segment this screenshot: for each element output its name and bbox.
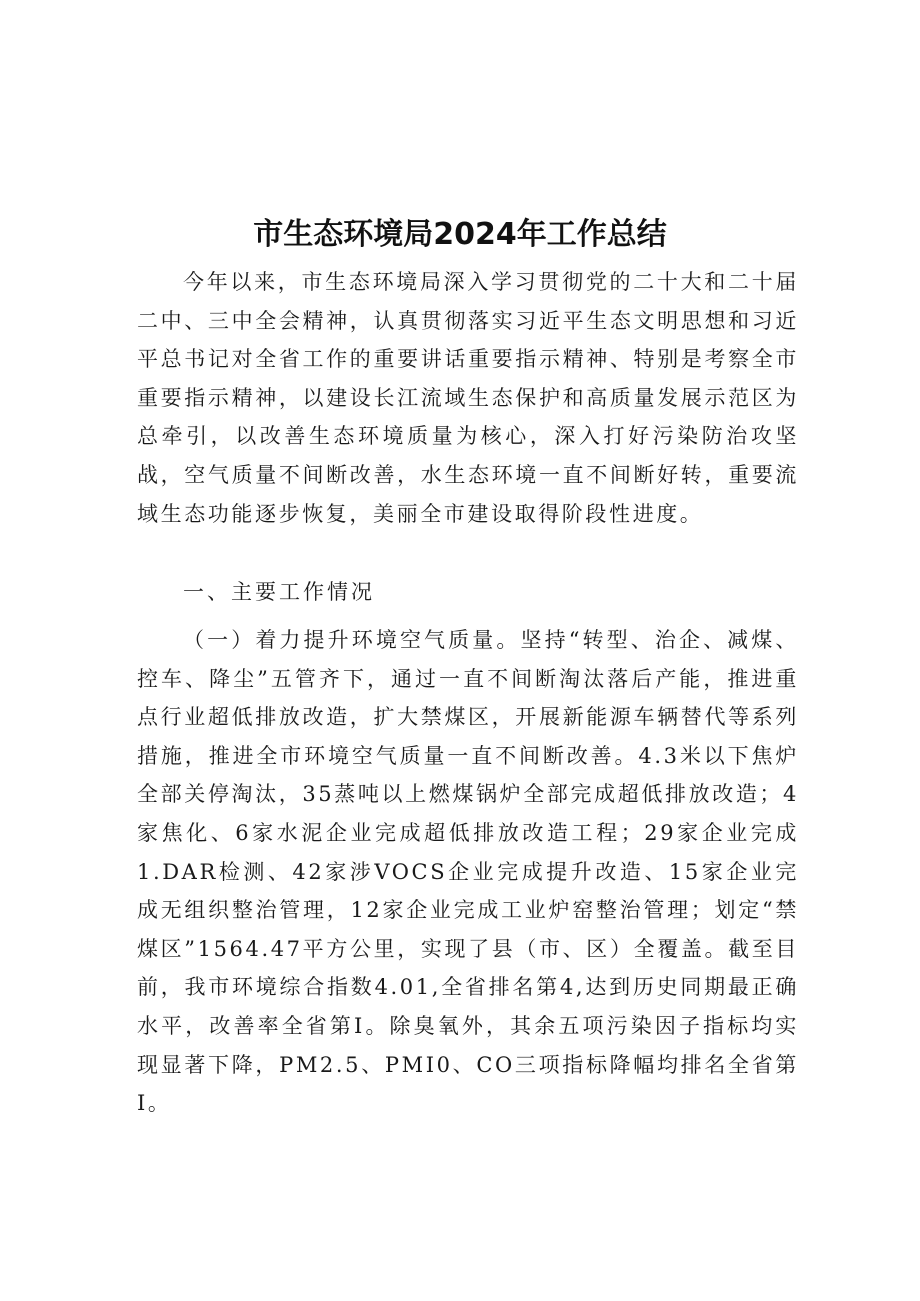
air-quality-paragraph: （一）着力提升环境空气质量。坚持“转型、治企、减煤、控车、降尘”五管齐下，通过一直不间断淘汰落后产能，推进重点行业超低排放改造，扩大禁煤区，开展新能源车辆替代等系列措施，推进全市环境空气质量一直不间断改善。4.3米以下焦炉全部关停淘汰，35蒸吨以上燃煤锅炉全部完成超低排放改造；4家焦化、6家水泥企业完成超低排放改造工程；29家企业完成1.DAR检测、42家涉VOCS企业完成提升改造、15家企业完成无组织整治管理，12家企业完成工业炉窑整治管理；划定“禁煤区”1564.47平方公里，实现了县（市、区）全覆盖。截至目前，我市环境综合指数4.01,全省排名第4,达到历史同期最正确水平，改善率全省第I。除臭氧外，其余五项污染因子指标均实现显著下降，PM2.5、PMI0、CO三项指标降幅均排名全省第I。 (137, 628, 799, 1116)
section-heading: 一、主要工作情况 (183, 580, 375, 604)
document-title: 市生态环境局2024年工作总结 (253, 217, 667, 252)
intro-paragraph: 今年以来，市生态环境局深入学习贯彻党的二十大和二十届二中、三中全会精神，认真贯彻落实习近平生态文明思想和习近平总书记对全省工作的重要讲话重要指示精神、特别是考察全市重要指示精神，以建设长江流域生态保护和高质量发展示范区为总牵引，以改善生态环境质量为核心，深入打好污染防治攻坚战，空气质量不间断改善，水生态环境一直不间断好转，重要流域生态功能逐步恢复，美丽全市建设取得阶段性进度。 (137, 270, 799, 526)
